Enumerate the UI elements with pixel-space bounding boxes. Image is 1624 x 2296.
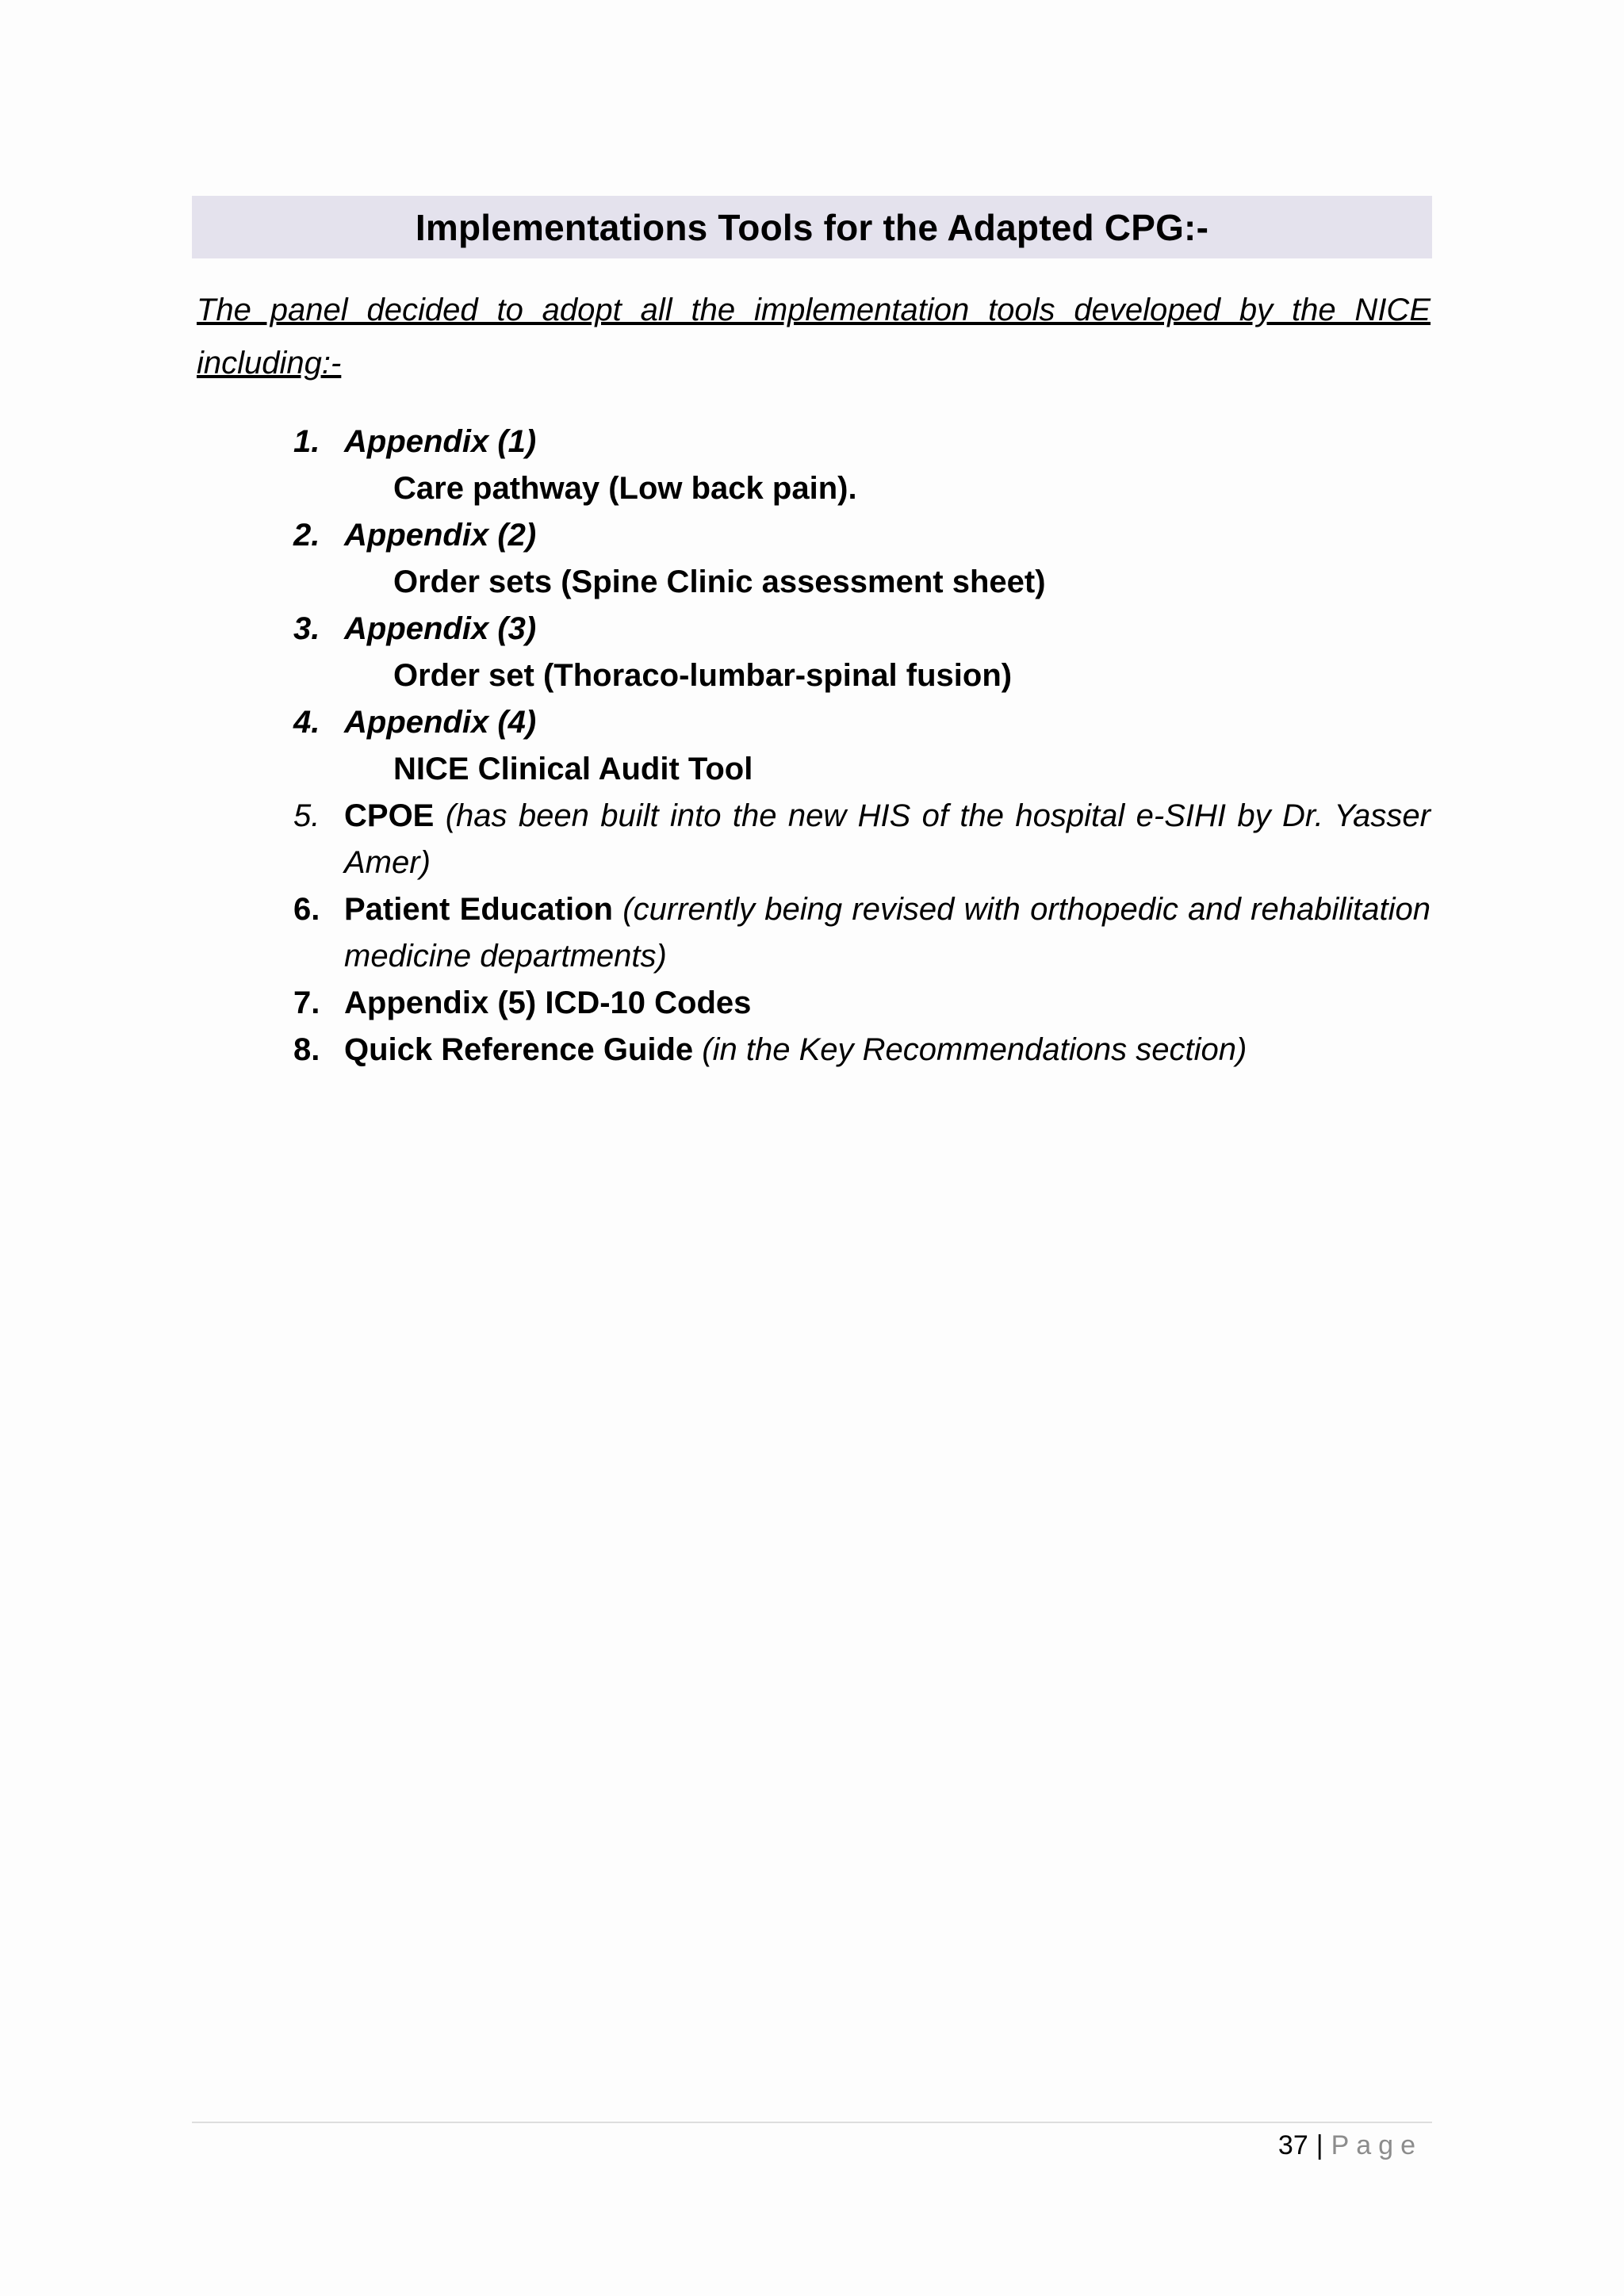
item-number: 6. bbox=[293, 892, 320, 927]
item-subtitle: Care pathway (Low back pain). bbox=[393, 471, 857, 506]
item-subtitle: NICE Clinical Audit Tool bbox=[393, 752, 753, 786]
item-subtitle: Order sets (Spine Clinic assessment sheet) bbox=[393, 564, 1046, 599]
list-item bbox=[293, 606, 1431, 699]
item-note: (in the Key Recommendations section) bbox=[702, 1032, 1247, 1067]
item-title: CPOE bbox=[344, 798, 435, 833]
intro-paragraph: The panel decided to adopt all the implementation tools developed by the NICE including:- bbox=[197, 293, 1431, 381]
section-heading: Implementations Tools for the Adapted CPG:- bbox=[415, 206, 1209, 248]
list-item bbox=[293, 699, 1431, 793]
item-title: Appendix (1) bbox=[344, 424, 537, 459]
item-title: Appendix (3) bbox=[344, 611, 537, 646]
item-number: 1. bbox=[293, 424, 320, 459]
list-item bbox=[293, 980, 1431, 1027]
item-number: 5. bbox=[293, 798, 320, 833]
list-item bbox=[293, 886, 1431, 980]
page-label: Page bbox=[1331, 2130, 1423, 2160]
item-subtitle: Order set (Thoraco-lumbar-spinal fusion) bbox=[393, 658, 1013, 693]
footer-separator: | bbox=[1316, 2130, 1323, 2160]
list-item bbox=[293, 793, 1431, 886]
item-number: 2. bbox=[293, 518, 320, 553]
item-title: Quick Reference Guide bbox=[344, 1032, 694, 1067]
section-heading-band bbox=[192, 196, 1432, 258]
list-item bbox=[293, 419, 1431, 512]
page-number: 37 bbox=[1277, 2130, 1308, 2160]
list-item bbox=[293, 1027, 1431, 1073]
item-note: (has been built into the new HIS of the hospital e-SIHI by Dr. Yasser Amer) bbox=[344, 798, 1431, 880]
item-number: 8. bbox=[293, 1032, 320, 1067]
item-title: Patient Education bbox=[344, 892, 613, 927]
item-title: Appendix (2) bbox=[344, 518, 537, 553]
item-number: 4. bbox=[293, 705, 320, 740]
footer-divider bbox=[192, 2122, 1432, 2123]
list-item bbox=[293, 512, 1431, 606]
item-title: Appendix (5) ICD-10 Codes bbox=[344, 985, 752, 1020]
implementation-tools-list bbox=[293, 419, 1431, 1073]
item-note: (currently being revised with orthopedic and rehabilitation medicine departments) bbox=[344, 892, 1431, 974]
page-footer bbox=[1278, 2127, 1423, 2164]
item-number: 3. bbox=[293, 611, 320, 646]
item-number: 7. bbox=[293, 985, 320, 1020]
item-title: Appendix (4) bbox=[344, 705, 537, 740]
